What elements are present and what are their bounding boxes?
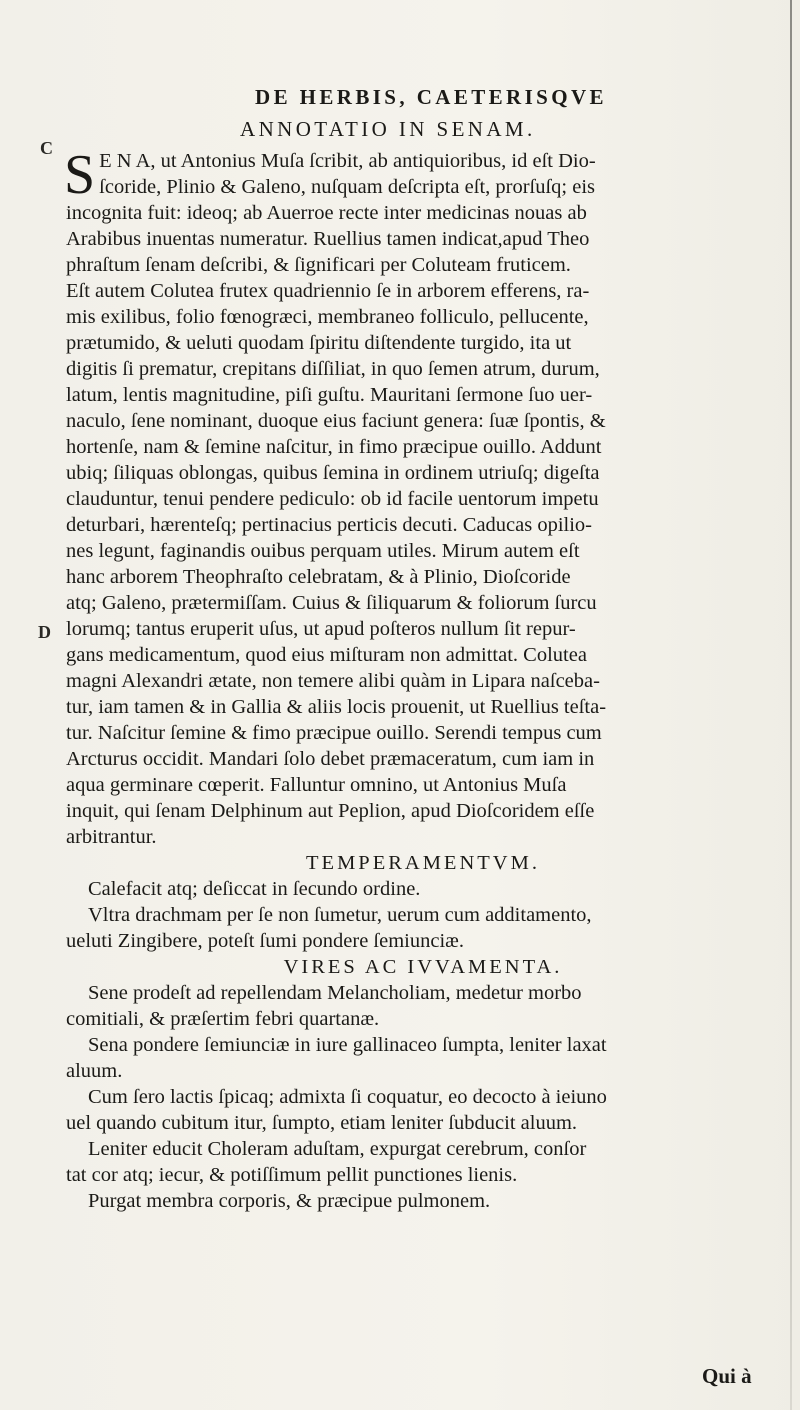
- section-title: ANNOTATIO IN SENAM.: [240, 117, 536, 141]
- text-line: Sena pondere ſemiunciæ in iure gallinaceo ſumpta, leniter laxat: [88, 1034, 607, 1056]
- body-text: [64, 144, 780, 1214]
- text-line: lorumq; tantus eruperit uſus, ut apud poſteros nullum ſit repur-: [66, 618, 576, 640]
- catchword: Qui à: [702, 1364, 752, 1388]
- text-line: Sene prodeſt ad repellendam Melancholiam, medetur morbo: [88, 982, 582, 1004]
- text-line: tur. Naſcitur ſemine & fimo præcipue ouillo. Serendi tempus cum: [66, 722, 602, 744]
- text-line: uel quando cubitum itur, ſumpto, etiam leniter ſubducit aluum.: [66, 1112, 578, 1134]
- text-line: digitis ſi prematur, crepitans diſſiliat, in quo ſemen atrum, durum,: [66, 358, 600, 380]
- text-line: Arabibus inuentas numeratur. Ruellius tamen indicat,apud Theo: [66, 228, 590, 250]
- drop-capital: S: [64, 144, 96, 206]
- text-line: tur, iam tamen & in Gallia & aliis locis prouenit, ut Ruellius teſta-: [66, 696, 607, 718]
- margin-letter-d: D: [38, 622, 51, 642]
- vires-heading: VIRES AC IVVAMENTA.: [283, 956, 563, 978]
- text-line: naculo, ſene nominant, duoque eius faciunt genera: ſuæ ſpontis, &: [66, 410, 606, 432]
- text-line: prætumido, & ueluti quodam ſpiritu diſtendente turgido, ita ut: [66, 332, 572, 354]
- text-line: ſcoride, Plinio & Galeno, nuſquam deſcripta eſt, prorſuſq; eis: [99, 176, 596, 198]
- text-line: hanc arborem Theophraſto celebratam, & à Plinio, Dioſcoride: [66, 566, 571, 588]
- text-line: Cum ſero lactis ſpicaq; admixta ſi coquatur, eo decocto à ieiuno: [88, 1086, 607, 1108]
- text-line: Vltra drachmam per ſe non ſumetur, uerum cum additamento,: [88, 904, 592, 926]
- text-line: Leniter educit Choleram aduſtam, expurgat cerebrum, conſor: [88, 1138, 587, 1160]
- text-line: mis exilibus, folio fœnogræci, membraneo folliculo, pellucente,: [66, 306, 589, 328]
- text-line: arbitrantur.: [66, 826, 157, 848]
- text-line: aqua germinare cœperit. Falluntur omnino, ut Antonius Muſa: [66, 774, 567, 796]
- text-line: Purgat membra corporis, & præcipue pulmonem.: [88, 1190, 491, 1212]
- text-line: Eſt autem Colutea frutex quadriennio ſe in arborem efferens, ra-: [66, 280, 590, 302]
- running-head: DE HERBIS, CAETERISQVE: [255, 85, 607, 109]
- text-line: Arcturus occidit. Mandari ſolo debet præmaceratum, cum iam in: [66, 748, 595, 770]
- text-line: ubiq; ſiliquas oblongas, quibus ſemina in ordinem utriuſq; digeſta: [66, 462, 600, 484]
- text-line: incognita fuit: ideoq; ab Auerroe recte inter medicinas nouas ab: [66, 202, 587, 224]
- temperamentum-heading: TEMPERAMENTVM.: [306, 852, 540, 874]
- text-line: Calefacit atq; deſiccat in ſecundo ordine.: [88, 878, 421, 900]
- page-edge-shadow: [790, 0, 792, 1410]
- text-line: inquit, qui ſenam Delphinum aut Peplion, apud Dioſcoridem eſſe: [66, 800, 595, 822]
- text-line: atq; Galeno, prætermiſſam. Cuius & ſiliquarum & foliorum ſurcu: [66, 592, 597, 614]
- text-line: hortenſe, nam & ſemine naſcitur, in fimo præcipue ouillo. Addunt: [66, 436, 602, 458]
- text-line: latum, lentis magnitudine, piſi guſtu. Mauritani ſermone ſuo uer-: [66, 384, 593, 406]
- text-line-1: S E N A, ut Antonius Muſa ſcribit, ab antiquioribus, id eſt Dio-: [64, 144, 596, 206]
- text-line: gans medicamentum, quod eius miſturam non admittat. Colutea: [66, 644, 587, 666]
- text-line: comitiali, & præſertim febri quartanæ.: [66, 1008, 380, 1030]
- text-line: deturbari, hærenteſq; pertinacius perticis decuti. Caducas opilio-: [66, 514, 593, 536]
- text-line: magni Alexandri ætate, non temere alibi quàm in Lipara naſceba-: [66, 670, 600, 692]
- text-line: clauduntur, tenui pendere pediculo: ob id facile uentorum impetu: [66, 488, 599, 510]
- text-line: tat cor atq; iecur, & potiſſimum pellit punctiones lienis.: [66, 1164, 518, 1186]
- text-line: nes legunt, faginandis ouibus perquam utiles. Mirum autem eſt: [66, 540, 580, 562]
- text-line: phraſtum ſenam deſcribi, & ſignificari per Coluteam fruticem.: [66, 254, 571, 276]
- text-line: ueluti Zingibere, poteſt ſumi pondere ſemiunciæ.: [66, 930, 464, 952]
- text-line: aluum.: [66, 1060, 123, 1082]
- margin-letter-c: C: [40, 138, 53, 158]
